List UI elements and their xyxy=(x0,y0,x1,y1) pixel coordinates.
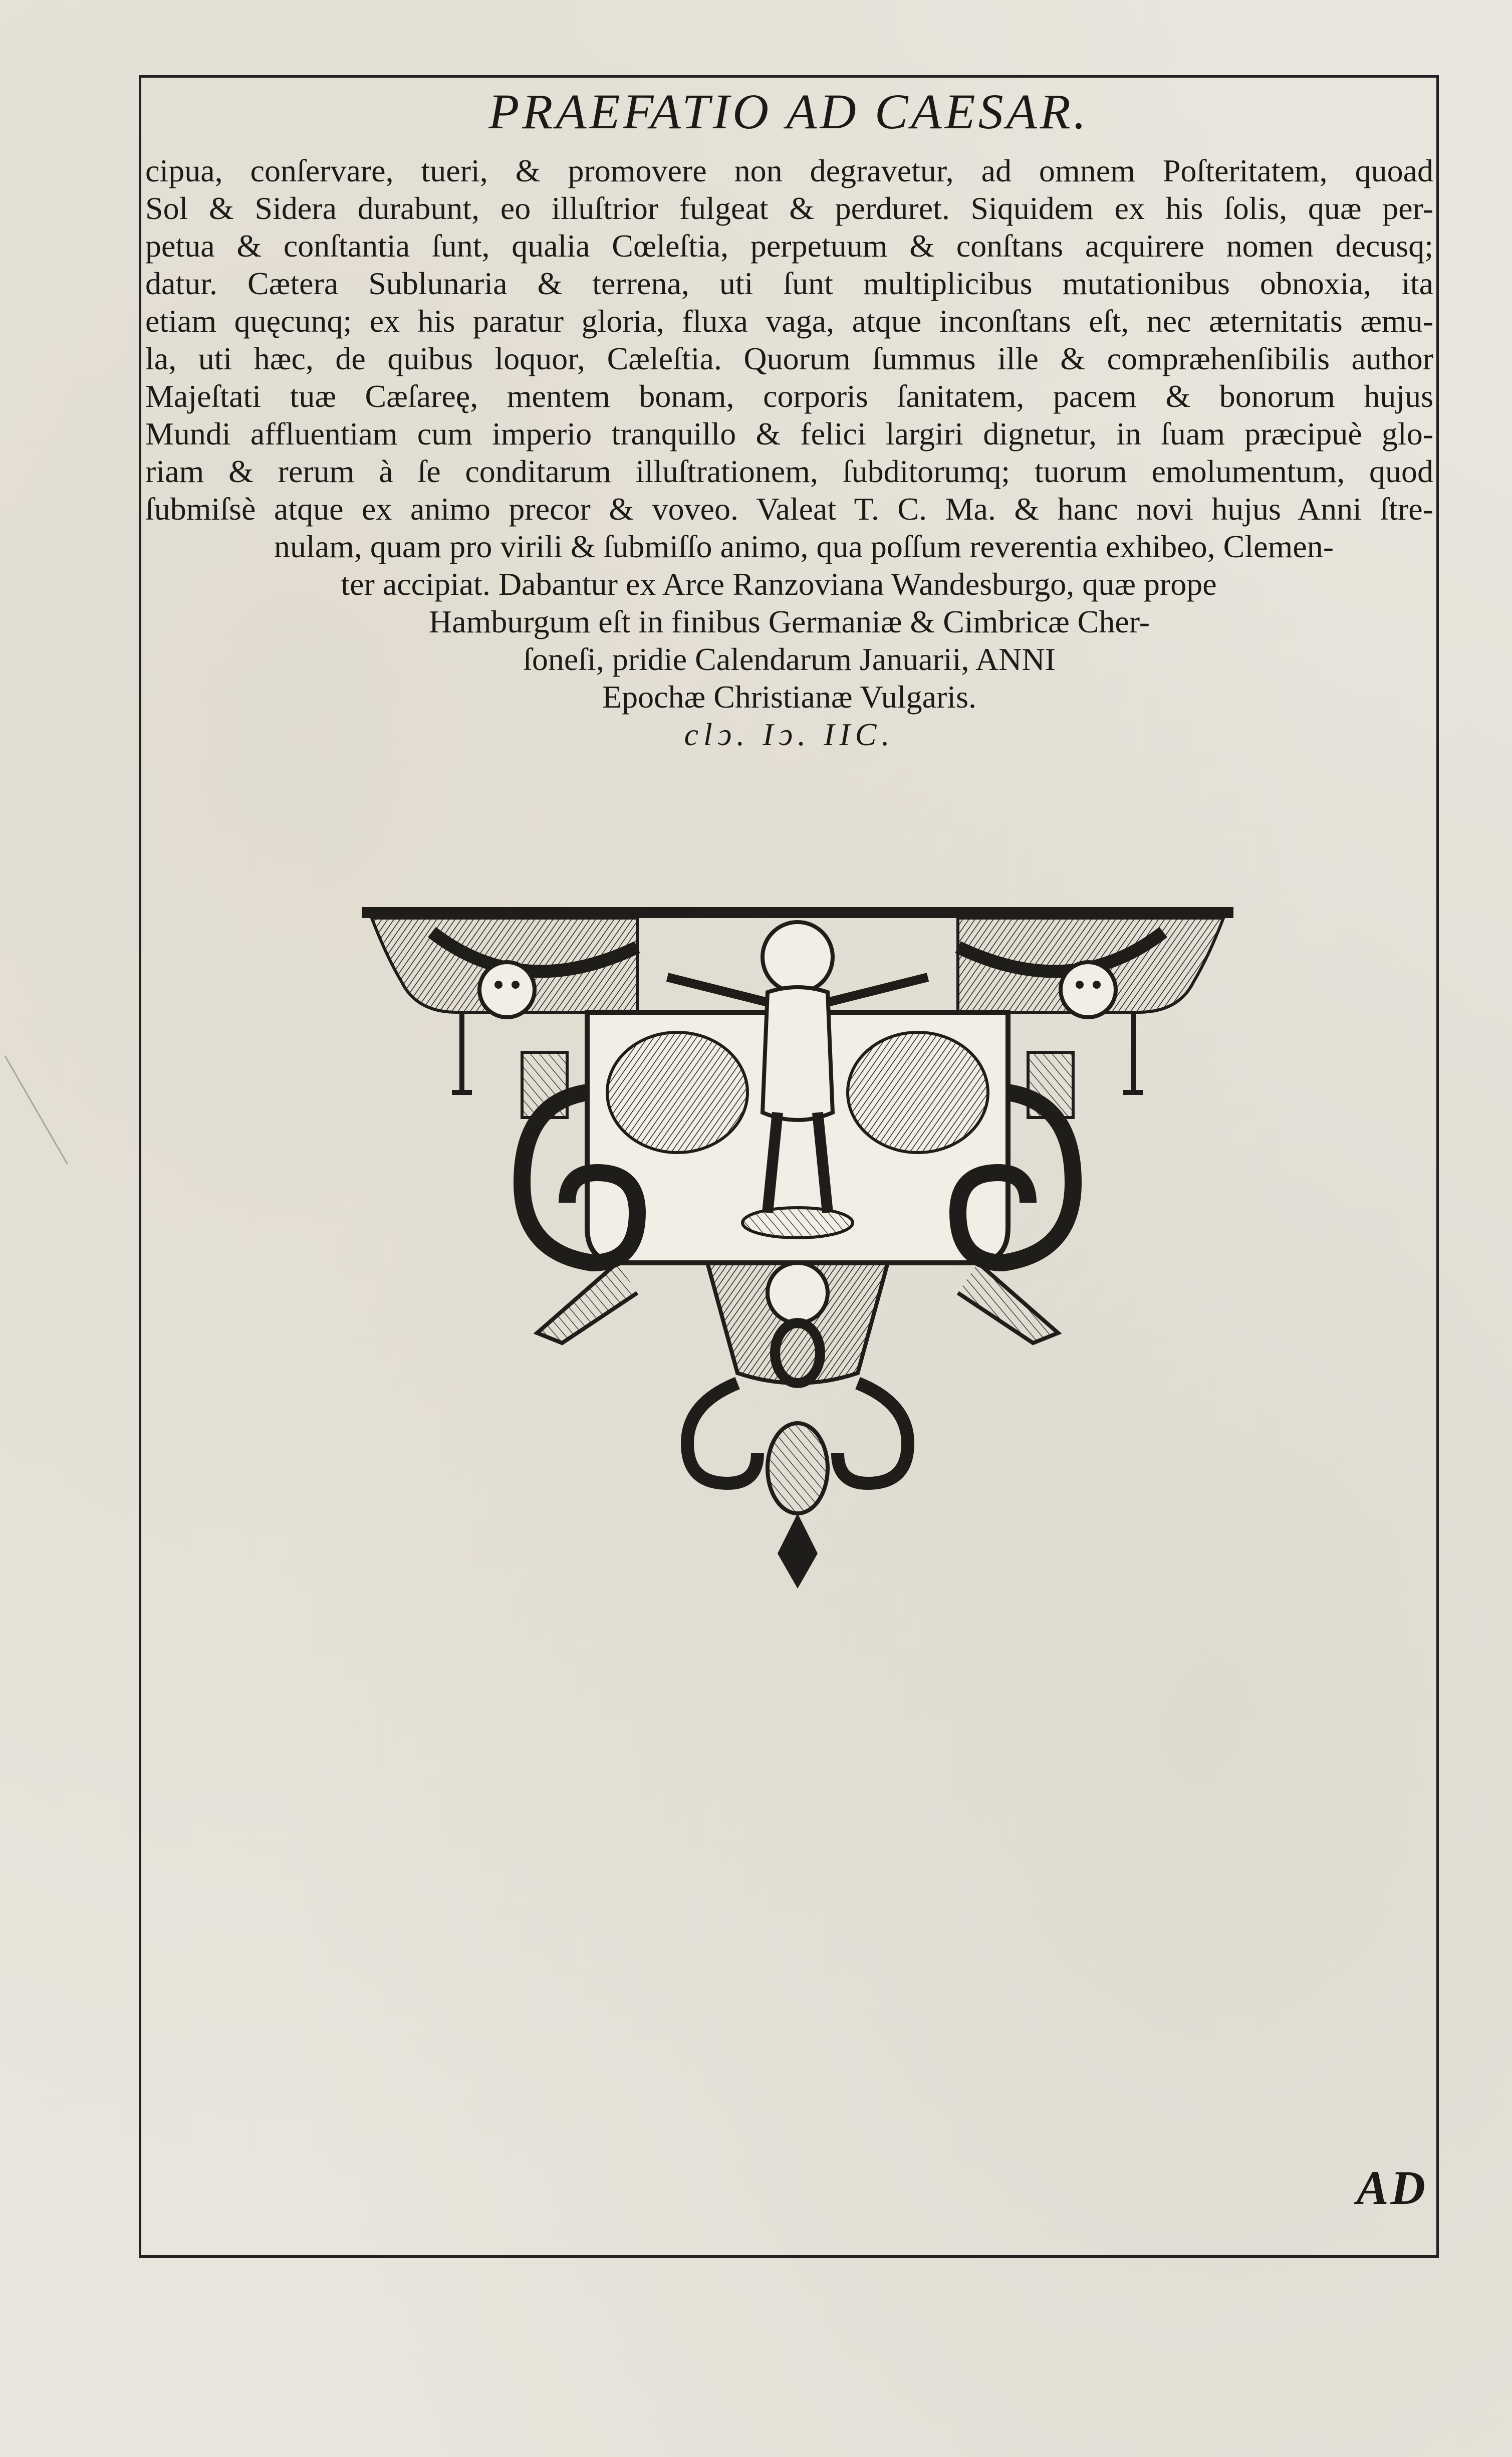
text-line: cipua, conſervare, tueri, & promovere non degravetur, ad omnem Poſteritatem, quoad xyxy=(145,153,1433,188)
text-line: petua & conſtantia ſunt, qualia Cœleſtia, perpetuum & conſtans acquirere nomen decusq; xyxy=(145,228,1433,264)
text-line: Majeſtati tuæ Cæſareę, mentem bonam, corporis ſanitatem, pacem & bonorum hujus xyxy=(145,378,1433,414)
margin-mark xyxy=(4,1015,137,1165)
date-line: clↄ. Iↄ. IIC. xyxy=(684,717,895,752)
preface-text xyxy=(141,152,1436,753)
text-line: riam & rerum à ſe conditarum illuſtrationem, ſubditorumq; tuorum emolumentum, quod xyxy=(145,454,1433,489)
text-line: ter accipiat. Dabantur ex Arce Ranzoviana Wandesburgo, quæ prope xyxy=(341,566,1217,602)
text-line: Sol & Sidera durabunt, eo illuſtrior fulgeat & perduret. Siquidem ex his ſolis, quæ per- xyxy=(145,190,1433,226)
text-line: datur. Cætera Sublunaria & terrena, uti ſunt multiplicibus mutationibus obnoxia, ita xyxy=(145,266,1433,301)
page-frame xyxy=(139,75,1439,2258)
text-line: la, uti hæc, de quibus loquor, Cæleſtia. Quorum ſummus ille & compræhenſibilis author xyxy=(145,341,1433,376)
text-line: ſubmiſsè atque ex animo precor & voveo. Valeat T. C. Ma. & hanc novi hujus Anni ſtre- xyxy=(145,491,1433,527)
text-line: nulam, quam pro virili & ſubmiſſo animo, qua poſſum reverentia exhibeo, Clemen- xyxy=(274,529,1334,564)
text-line: etiam quęcunq; ex his paratur gloria, fluxa vaga, atque inconſtans eſt, nec æternitatis æmu- xyxy=(145,303,1433,339)
text-line: ſoneſi, pridie Calendarum Januarii, ANNI xyxy=(523,641,1056,677)
catchword: AD xyxy=(1356,2161,1427,2214)
text-line: Hamburgum eſt in finibus Germaniæ & Cimbricæ Cher- xyxy=(428,604,1150,639)
tailpiece-ornament xyxy=(357,902,1238,1599)
text-line: Epochæ Christianæ Vulgaris. xyxy=(602,679,976,715)
text-line: Mundi affluentiam cum imperio tranquillo & felici largiri dignetur, in ſuam præcipuè glo- xyxy=(145,416,1433,452)
running-header: PRAEFATIO AD CAESAR. xyxy=(488,84,1089,139)
